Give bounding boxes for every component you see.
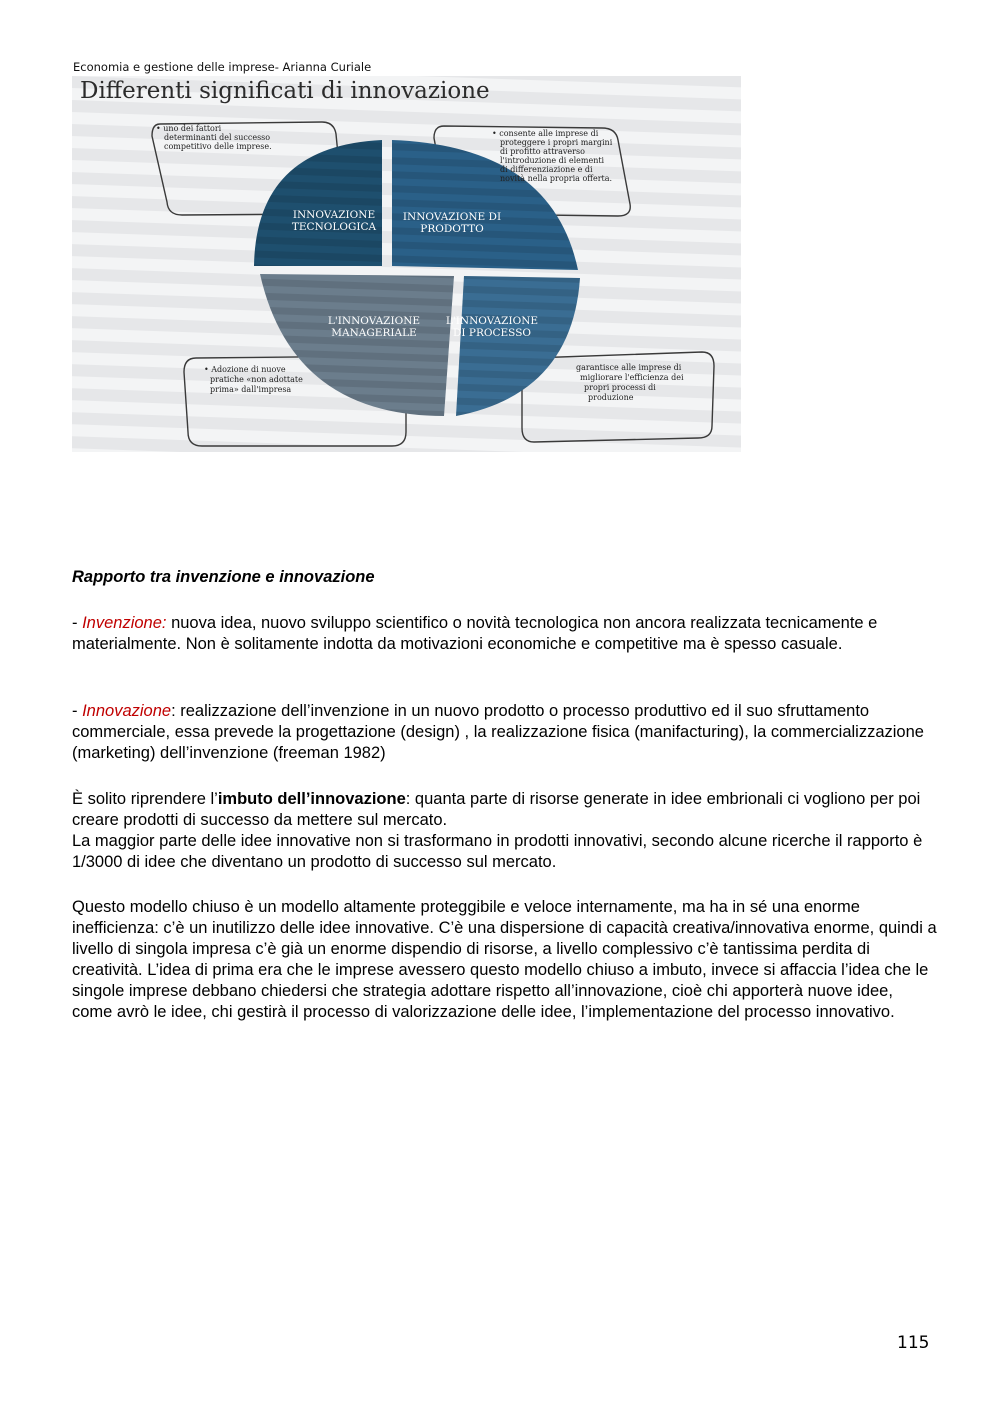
callout-text-top-left: • uno dei fattori determinanti del successo competitivo delle imprese. [156,124,272,151]
paragraph-imbuto: È solito riprendere l’imbuto dell’innovazione: quanta parte di risorse generate in idee embrionali ci vogliono per poi creare prodotti di successo da mettere sul mercato. La maggior parte delle idee innovative non si trasformano in prodotti innovativi, secondo alcune ricerche il rapporto è 1/3000 di idee che diventano un prodotto di successo sul mercato. [72,790,923,871]
callout-text-bottom-right: garantisce alle imprese di migliorare l'efficienza dei propri processi di produzione [576,363,684,402]
slide-photo [72,76,741,452]
running-header: Economia e gestione delle imprese- Arianna Curiale [73,60,372,74]
paragraph-innovazione: - Innovazione: realizzazione dell’invenzione in un nuovo prodotto o processo produttivo ed il suo sfruttamento commerciale, essa prevede la progettazione (design) , la realizzazione fisica (manifacturing), la commercializzazione (marketing) dell’invenzione (freeman 1982) [72,702,924,762]
term-invenzione: Invenzione: [82,614,167,632]
quadrant-label: TECNOLOGICA [291,221,377,233]
term-imbuto: imbuto dell’innovazione [217,790,406,808]
paragraph-modello-chiuso: Questo modello chiuso è un modello altamente proteggibile e veloce internamente, ma ha in sé una enorme inefficienza: c’è un inutilizzo delle idee innovative. C’è una dispersione di capacità creativa/innovativa enorme, quindi a livello di singola impresa c’è già un enorme dispendio di risorse, a livello complessivo c’è tantissima perdita di creatività. L’idea di prima era che le imprese avessero questo modello chiuso a imbuto, invece si affaccia l’idea che le singole imprese debbano chiedersi che strategia adottare rispetto all’innovazione, cioè chi apporterà nuove idee, come avrò le idee, chi gestirà il processo di valorizzazione delle idee, l’implementazione del processo innovativo. [72,898,937,1021]
page-number: 115 [897,1333,930,1353]
quadrant-label: PRODOTTO [420,223,484,235]
paragraph-invenzione: - Invenzione: nuova idea, nuovo sviluppo scientifico o novità tecnologica non ancora realizzata tecnicamente e materialmente. Non è solitamente indotta da motivazioni economiche e competitive ma è spesso casuale. [72,614,878,653]
quadrant-label: L'INNOVAZIONE [327,315,421,327]
quadrant-label: DI PROCESSO [453,327,531,339]
section-title: Rapporto tra invenzione e innovazione [72,568,375,586]
callout-text-top-right: • consente alle imprese di proteggere i propri margini di profitto attraverso l'introduzione di elementi di differenziazione e di novità nella propria offerta. [492,129,613,183]
quadrant-label: INNOVAZIONE [292,209,376,221]
callout-text-bottom-left: • Adozione di nuove pratiche «non adottate prima» dall'impresa [204,365,303,394]
quadrant-label: INNOVAZIONE DI [402,211,502,223]
term-innovazione: Innovazione [82,702,172,720]
slide-title: Differenti significati di innovazione [80,78,490,104]
quadrant-label: MANAGERIALE [331,327,417,339]
quadrant-label: L'INNOVAZIONE [445,315,539,327]
